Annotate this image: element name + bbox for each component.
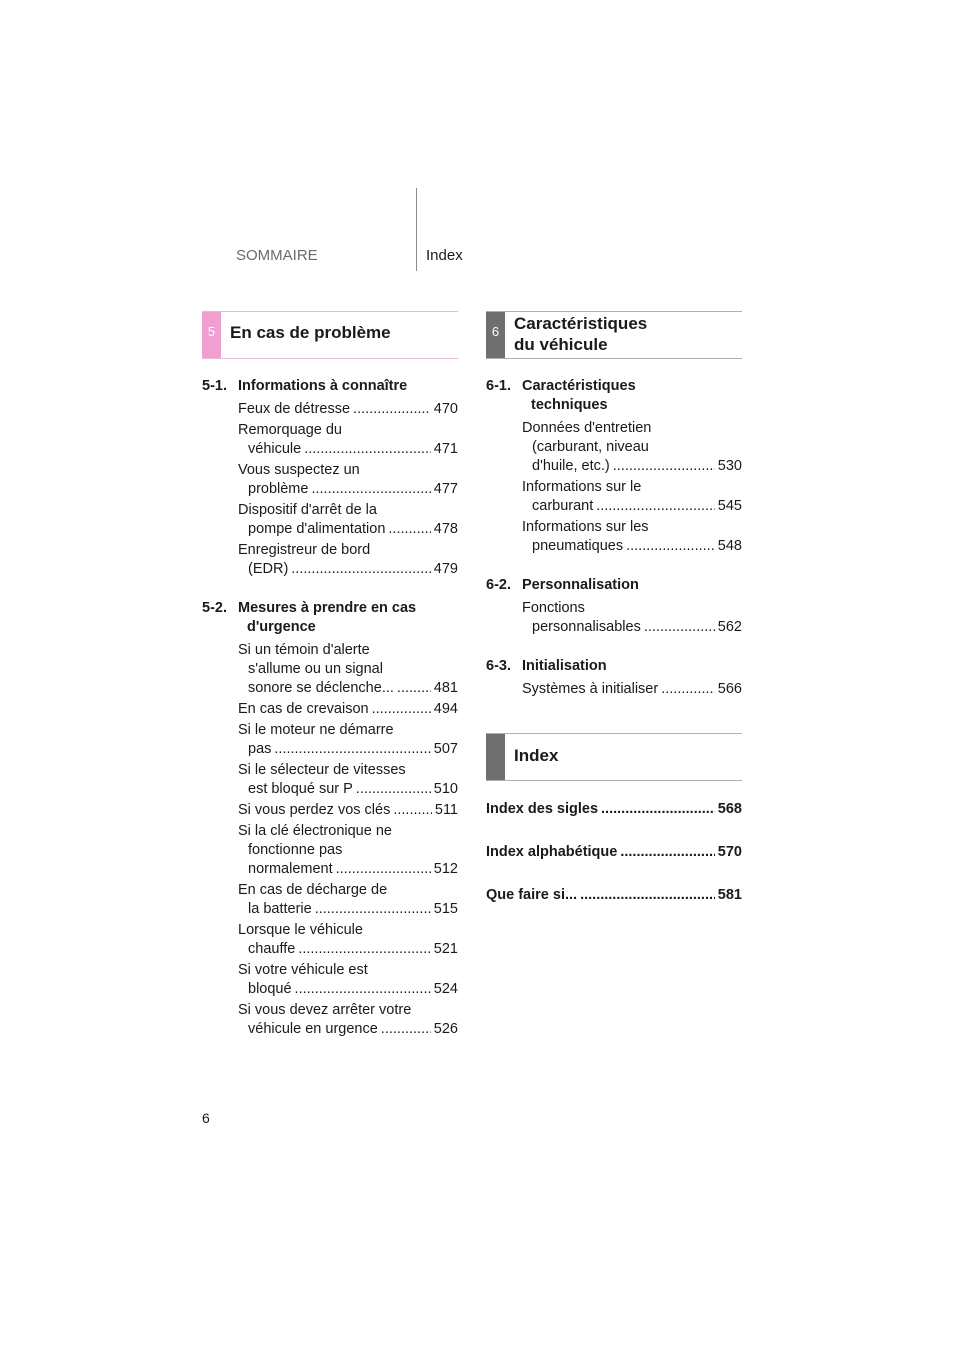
toc-entry-line [238, 520, 458, 539]
toc-entry-line [522, 497, 742, 516]
toc-entry[interactable] [238, 501, 458, 539]
toc-leader-dots [353, 400, 431, 419]
toc-page-number: 470 [433, 401, 458, 417]
toc-group-heading [202, 377, 458, 396]
toc-entry[interactable] [238, 881, 458, 919]
toc-leader-dots [336, 860, 431, 879]
toc-group-heading [486, 657, 742, 676]
toc-group-heading [202, 599, 458, 637]
toc-leader-dots [388, 520, 430, 539]
nav-index-link[interactable]: Index [426, 247, 463, 264]
toc-entry-text: Si le sélecteur de vitesses [238, 762, 406, 778]
toc-page-number: 477 [433, 481, 458, 497]
index-entry-label: Que faire si... [486, 887, 578, 903]
toc-entry-line [238, 679, 458, 698]
nav-sommaire-link[interactable]: SOMMAIRE [236, 247, 318, 264]
toc-leader-dots [315, 900, 431, 919]
toc-entry[interactable] [522, 478, 742, 516]
toc-entry-text: pompe d'alimentation [248, 521, 386, 537]
toc-leader-dots [295, 980, 431, 999]
toc-leader-dots [393, 801, 432, 820]
toc-group-title-line1: Informations à connaître [238, 378, 408, 394]
section-header-index [486, 733, 742, 781]
toc-group-number: 5-1. [202, 378, 227, 394]
toc-entry[interactable] [238, 421, 458, 459]
toc-entry-text: Si la clé électronique ne [238, 823, 392, 839]
toc-entry-text: Si le moteur ne démarre [238, 722, 394, 738]
page-number: 6 [202, 1110, 210, 1126]
toc-leader-dots [356, 780, 431, 799]
toc-entry[interactable] [238, 641, 458, 698]
toc-entry-text: véhicule en urgence [248, 1021, 378, 1037]
section-header-6 [486, 311, 742, 359]
index-entry[interactable] [486, 843, 742, 862]
toc-entry-text: personnalisables [532, 619, 641, 635]
toc-group-title [522, 657, 607, 676]
toc-group-title-line2: d'urgence [247, 619, 316, 635]
toc-leader-dots [613, 457, 715, 476]
toc-entry-text: Vous suspectez un [238, 462, 360, 478]
toc-group-heading [486, 576, 742, 595]
toc-entry-line [238, 560, 458, 579]
index-entry[interactable] [486, 800, 742, 819]
toc-leader-dots [601, 800, 715, 819]
index-entry-label: Index alphabétique [486, 844, 618, 860]
toc-entry-text: En cas de décharge de [238, 882, 388, 898]
section-tab-index [486, 734, 505, 780]
toc-page-number: 566 [717, 681, 742, 697]
toc-group [202, 599, 458, 1039]
toc-entry-text: normalement [248, 861, 333, 877]
toc-entry-text: est bloqué sur P [248, 781, 353, 797]
index-entry-page: 570 [717, 844, 742, 860]
toc-group [486, 657, 742, 699]
toc-entry[interactable] [238, 961, 458, 999]
toc-entry-line [238, 400, 458, 419]
toc-column-index [486, 800, 742, 929]
toc-entry-line [238, 480, 458, 499]
toc-entry[interactable] [238, 721, 458, 759]
toc-entry-text: pas [248, 741, 272, 757]
toc-page-number: 471 [433, 441, 458, 457]
index-entry-label: Index des sigles [486, 801, 599, 817]
toc-group [202, 377, 458, 579]
toc-page-number: 478 [433, 521, 458, 537]
toc-page-number: 524 [433, 981, 458, 997]
toc-entry[interactable] [238, 761, 458, 799]
toc-entry-line [522, 680, 742, 699]
toc-page-number: 511 [434, 802, 458, 818]
toc-entry-text: Si vous perdez vos clés [238, 802, 391, 818]
toc-column-5 [202, 377, 458, 1059]
toc-leader-dots [620, 843, 714, 862]
toc-leader-dots [311, 480, 430, 499]
toc-entry-line [522, 457, 742, 476]
toc-entry-line [238, 940, 458, 959]
toc-entry[interactable] [522, 680, 742, 699]
toc-entry-text: (EDR) [248, 561, 289, 577]
toc-entry[interactable] [238, 801, 458, 820]
index-entry-page: 581 [717, 887, 742, 903]
header-divider [416, 188, 417, 271]
toc-entry-text: En cas de crevaison [238, 701, 369, 717]
toc-group [486, 377, 742, 556]
toc-entry-text: Remorquage du [238, 422, 342, 438]
toc-group-title [238, 599, 416, 637]
toc-leader-dots [596, 497, 715, 516]
toc-entry-text: Informations sur le [522, 479, 642, 495]
toc-page-number: 530 [717, 458, 742, 474]
toc-page-number: 526 [433, 1021, 458, 1037]
toc-group-number: 6-3. [486, 658, 511, 674]
toc-entry-text: carburant [532, 498, 594, 514]
toc-leader-dots [304, 440, 431, 459]
toc-entry[interactable] [238, 822, 458, 879]
toc-entry[interactable] [238, 921, 458, 959]
toc-page-number: 562 [717, 619, 742, 635]
toc-entry-line [238, 700, 458, 719]
toc-page-number: 481 [433, 680, 458, 696]
toc-group [486, 576, 742, 637]
toc-entry-line [522, 618, 742, 637]
toc-entry-line [238, 900, 458, 919]
toc-group-title-line1: Initialisation [522, 658, 607, 674]
toc-entry-text: Enregistreur de bord [238, 542, 371, 558]
toc-entry-line [238, 740, 458, 759]
toc-leader-dots [274, 740, 430, 759]
toc-group-title [522, 377, 636, 415]
section-header-5 [202, 311, 458, 359]
toc-entry[interactable] [238, 1001, 458, 1039]
toc-entry-text: Si un témoin d'alerte [238, 642, 370, 658]
toc-entry-line [238, 801, 458, 820]
toc-entry[interactable] [522, 518, 742, 556]
section-title-6-line2: du véhicule [514, 335, 608, 354]
toc-page-number: 512 [433, 861, 458, 877]
toc-entry-line [238, 980, 458, 999]
toc-group-title-line1: Caractéristiques [522, 378, 636, 394]
toc-page-number: 545 [717, 498, 742, 514]
toc-entry-line [238, 440, 458, 459]
toc-leader-dots [397, 679, 431, 698]
toc-group-title-line1: Mesures à prendre en cas [238, 600, 417, 616]
toc-entry-line [238, 780, 458, 799]
section-title-index: Index [514, 746, 559, 765]
section-title-5: En cas de problème [230, 323, 391, 342]
toc-group-title [238, 377, 407, 396]
toc-page-number: 548 [717, 538, 742, 554]
toc-entry-text: Dispositif d'arrêt de la [238, 502, 377, 518]
section-title-6-line1: Caractéristiques [514, 314, 648, 333]
toc-entry-line [522, 537, 742, 556]
toc-group-heading [486, 377, 742, 415]
index-entry-page: 568 [717, 801, 742, 817]
toc-entry-text: Lorsque le véhicule [238, 922, 363, 938]
toc-leader-dots [372, 700, 431, 719]
toc-group-title-line1: Personnalisation [522, 577, 639, 593]
section-title-6 [514, 313, 647, 355]
toc-entry-text: s'allume ou un signal [248, 661, 383, 677]
toc-entry[interactable] [238, 461, 458, 499]
toc-page-number: 479 [433, 561, 458, 577]
toc-entry-text: fonctionne pas [248, 842, 343, 858]
section-tab-5: 5 [202, 312, 221, 358]
toc-leader-dots [626, 537, 715, 556]
toc-entry-text: véhicule [248, 441, 302, 457]
toc-group-number: 5-2. [202, 600, 227, 616]
toc-entry-text: Données d'entretien [522, 420, 652, 436]
index-entry[interactable] [486, 886, 742, 905]
toc-entry[interactable] [238, 700, 458, 719]
toc-group-number: 6-1. [486, 378, 511, 394]
toc-entry-text: d'huile, etc.) [532, 458, 610, 474]
toc-group-title-line2: techniques [531, 397, 608, 413]
toc-entry-line [238, 1020, 458, 1039]
toc-entry-text: pneumatiques [532, 538, 624, 554]
toc-entry[interactable] [238, 541, 458, 579]
toc-group-number: 6-2. [486, 577, 511, 593]
toc-group-title [522, 576, 639, 595]
toc-entry-text: Fonctions [522, 600, 585, 616]
toc-entry-text: (carburant, niveau [532, 439, 649, 455]
toc-entry-text: la batterie [248, 901, 312, 917]
toc-entry-text: chauffe [248, 941, 296, 957]
toc-entry[interactable] [522, 599, 742, 637]
toc-leader-dots [644, 618, 715, 637]
toc-entry-text: bloqué [248, 981, 292, 997]
toc-leader-dots [661, 680, 715, 699]
toc-entry-text: problème [248, 481, 309, 497]
toc-leader-dots [381, 1020, 431, 1039]
toc-leader-dots [580, 886, 715, 905]
toc-entry-line [238, 860, 458, 879]
toc-page-number: 507 [433, 741, 458, 757]
toc-page-number: 510 [433, 781, 458, 797]
toc-entry-text: Si votre véhicule est [238, 962, 368, 978]
toc-page-number: 521 [433, 941, 458, 957]
toc-entry[interactable] [238, 400, 458, 419]
toc-page-number: 494 [433, 701, 458, 717]
toc-entry-text: sonore se déclenche... [248, 680, 394, 696]
toc-leader-dots [291, 560, 431, 579]
toc-page-number: 515 [433, 901, 458, 917]
toc-column-6 [486, 377, 742, 719]
section-tab-6: 6 [486, 312, 505, 358]
toc-entry-text: Systèmes à initialiser [522, 681, 659, 697]
toc-leader-dots [298, 940, 430, 959]
toc-entry[interactable] [522, 419, 742, 476]
toc-entry-text: Informations sur les [522, 519, 649, 535]
toc-entry-text: Feux de détresse [238, 401, 351, 417]
toc-entry-text: Si vous devez arrêter votre [238, 1002, 412, 1018]
